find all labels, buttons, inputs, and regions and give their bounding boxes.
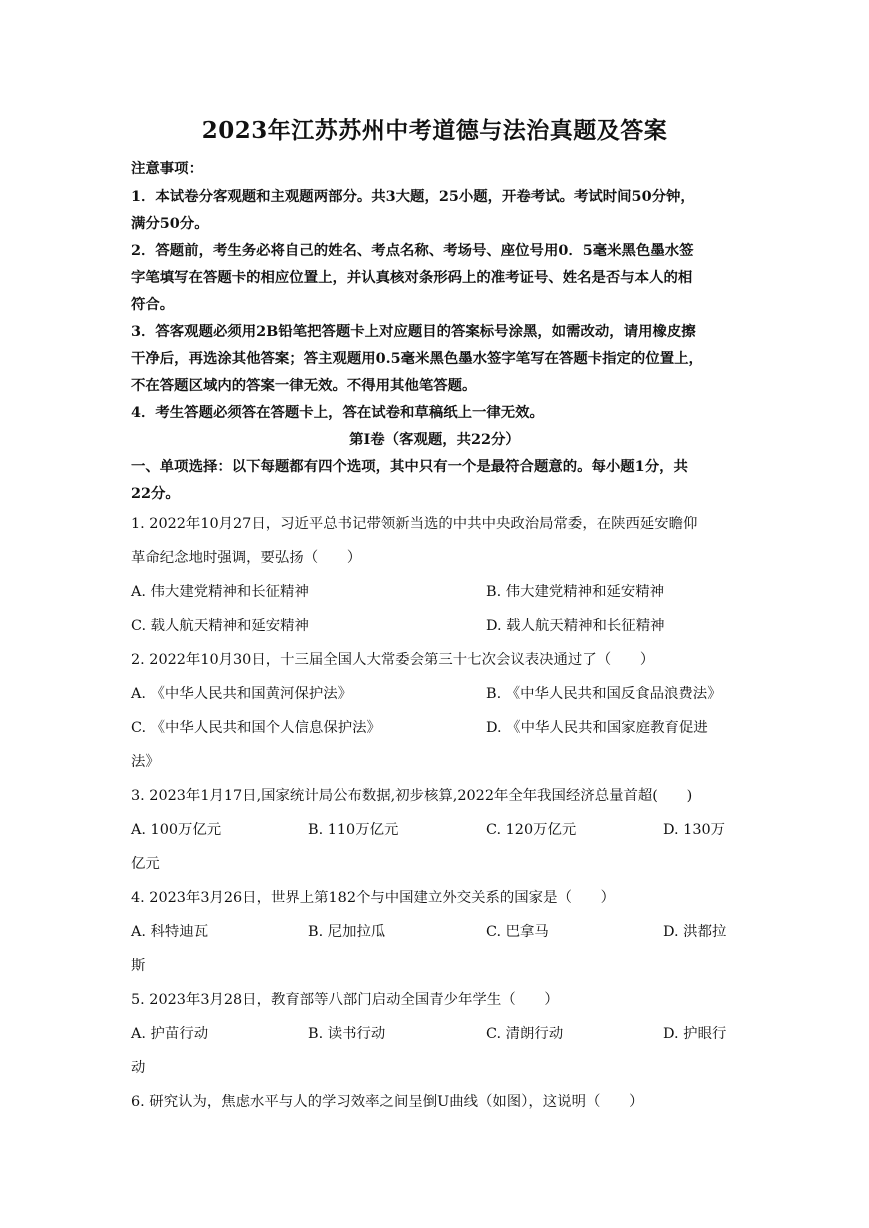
option-a: A. 科特迪瓦 <box>131 924 209 940</box>
option-b: B. 伟大建党精神和延安精神 <box>486 584 665 600</box>
option-a: A. 护苗行动 <box>131 1026 209 1042</box>
notice-line: 4．考生答题必须答在答题卡上，答在试卷和草稿纸上一律无效。 <box>131 404 544 421</box>
option-d: D. 载人航天精神和长征精神 <box>486 618 665 634</box>
option-a: A. 伟大建党精神和长征精神 <box>131 584 309 600</box>
option-d: D. 130万 <box>663 822 726 838</box>
option-b: B. 110万亿元 <box>308 822 399 838</box>
question-stem: 4. 2023年3月26日，世界上第182个与中国建立外交关系的国家是（ ） <box>131 890 616 906</box>
document-title: 2023年江苏苏州中考道德与法治真题及答案 <box>201 117 668 144</box>
notice-line: 干净后，再选涂其他答案；答主观题用0.5毫米黑色墨水签字笔写在答题卡指定的位置上， <box>131 350 703 367</box>
section-title: 第Ⅰ卷（客观题，共22分） <box>349 431 520 448</box>
part-heading: 一、单项选择：以下每题都有四个选项，其中只有一个是最符合题意的。每小题1分，共 <box>131 458 688 475</box>
option-wrap: 法》 <box>131 754 160 770</box>
option-c: C. 《中华人民共和国个人信息保护法》 <box>131 720 381 736</box>
option-c: C. 清朗行动 <box>486 1026 564 1042</box>
option-wrap: 动 <box>131 1060 146 1076</box>
part-heading: 22分。 <box>131 485 180 502</box>
notice-line: 满分50分。 <box>131 215 209 232</box>
notice-heading: 注意事项： <box>131 160 203 177</box>
question-stem: 革命纪念地时强调，要弘扬（ ） <box>131 550 362 566</box>
option-c: C. 120万亿元 <box>486 822 577 838</box>
notice-line: 不在答题区域内的答案一律无效。不得用其他笔答题。 <box>131 377 477 394</box>
notice-line: 字笔填写在答题卡的相应位置上，并认真核对条形码上的准考证号、姓名是否与本人的相 <box>131 269 693 286</box>
option-d: D. 护眼行 <box>663 1026 727 1042</box>
question-stem: 2. 2022年10月30日，十三届全国人大常委会第三十七次会议表决通过了（ ） <box>131 652 655 668</box>
notice-line: 2．答题前，考生务必将自己的姓名、考点名称、考场号、座位号用0．5毫米黑色墨水签 <box>131 242 694 259</box>
option-wrap: 斯 <box>131 958 146 974</box>
option-a: A. 100万亿元 <box>131 822 222 838</box>
notice-line: 符合。 <box>131 296 175 313</box>
question-stem: 5. 2023年3月28日，教育部等八部门启动全国青少年学生（ ） <box>131 992 559 1008</box>
option-c: C. 载人航天精神和延安精神 <box>131 618 309 634</box>
option-d: D. 《中华人民共和国家庭教育促进 <box>486 720 708 736</box>
notice-line: 1．本试卷分客观题和主观题两部分。共3大题，25小题，开卷考试。考试时间50分钟， <box>131 188 695 205</box>
question-stem: 1. 2022年10月27日，习近平总书记带领新当选的中共中央政治局常委，在陕西延安瞻仰 <box>131 516 698 532</box>
notice-line: 3．答客观题必须用2B铅笔把答题卡上对应题目的答案标号涂黑，如需改动，请用橡皮擦 <box>131 323 696 340</box>
question-stem: 6. 研究认为，焦虑水平与人的学习效率之间呈倒U曲线（如图），这说明（ ） <box>131 1094 644 1110</box>
option-b: B. 读书行动 <box>308 1026 386 1042</box>
option-b: B. 尼加拉瓜 <box>308 924 386 940</box>
option-b: B. 《中华人民共和国反食品浪费法》 <box>486 686 722 702</box>
option-a: A. 《中华人民共和国黄河保护法》 <box>131 686 353 702</box>
question-stem: 3. 2023年1月17日,国家统计局公布数据,初步核算,2022年全年我国经济总量首超( ) <box>131 788 693 804</box>
option-wrap: 亿元 <box>131 856 160 872</box>
option-d: D. 洪都拉 <box>663 924 727 940</box>
option-c: C. 巴拿马 <box>486 924 549 940</box>
